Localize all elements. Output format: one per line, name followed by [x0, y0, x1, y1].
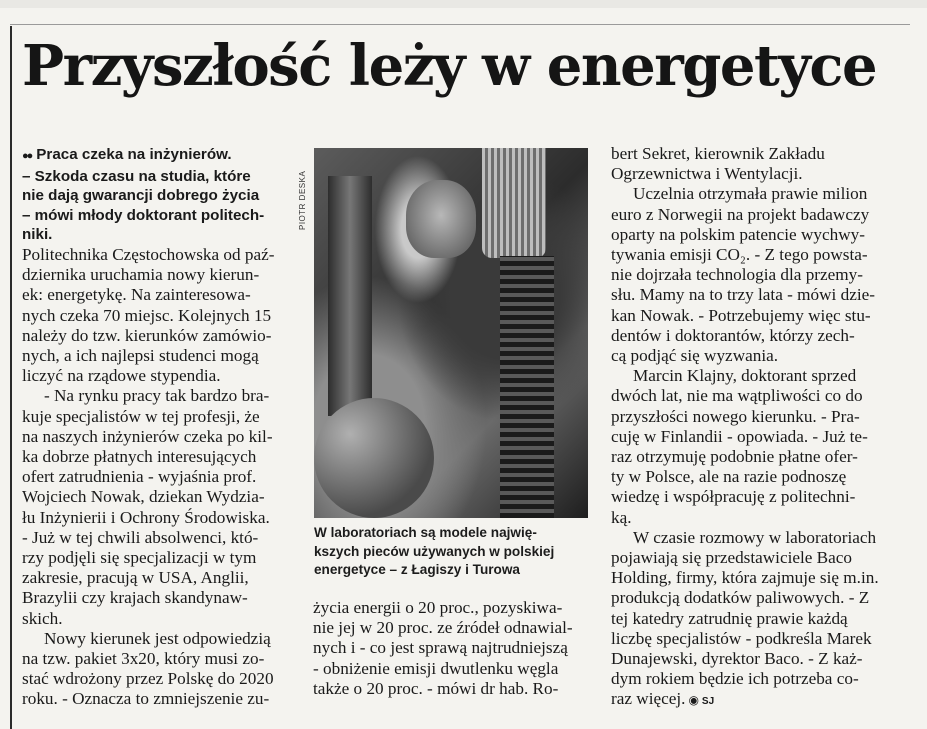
photo-credit: PIOTR DESKA: [298, 170, 307, 230]
text-line: produkcją dodatków paliwowych. - Z: [611, 588, 870, 608]
text-line: ką.: [611, 507, 632, 527]
paragraph: [313, 598, 589, 699]
paragraph: [611, 366, 900, 528]
text-line: Wojciech Nowak, dziekan Wydzia-: [22, 487, 265, 507]
text-line: na tzw. pakiet 3x20, który musi zo-: [22, 649, 265, 669]
text-line: wiedzę i współpracuję z politechni-: [611, 487, 856, 507]
paragraph: [22, 629, 294, 710]
laboratory-photo: [314, 148, 588, 518]
text-line: Politechnika Częstochowska od paź-: [22, 244, 275, 264]
text-line: dziernika uruchamia nowy kierun-: [22, 265, 260, 285]
furnace-pipe-shape: [500, 256, 554, 518]
equipment-shape: [314, 398, 434, 518]
headline: Przyszłość leży w energetyce: [22, 33, 877, 99]
text-line: kuje specjalistów w tej profesji, że: [22, 406, 260, 426]
text-line: kan Nowak. - Potrzebujemy więc stu-: [611, 305, 871, 325]
text-line: - Już w tej chwili absolwenci, któ-: [22, 527, 259, 547]
caption-line: W laboratoriach są modele najwię-: [314, 525, 537, 540]
text-line: Holding, firmy, która zajmuje się m.in.: [611, 568, 879, 588]
text-line: cą podjąć się wyzwania.: [611, 346, 779, 366]
furnace-column-shape: [328, 176, 372, 416]
text-line: ofert zatrudnienia - wyjaśnia prof.: [22, 467, 257, 487]
column-1: [22, 145, 294, 710]
lead-line: niki.: [22, 226, 53, 244]
text-line: raz więcej.: [611, 689, 686, 709]
text-line: dym rokiem będzie ich potrzeba co-: [611, 669, 859, 689]
lead-line: – mówi młody doktorant politech-: [22, 206, 265, 224]
text-line: dentów i doktorantów, którzy zech-: [611, 325, 855, 345]
end-mark-icon: ◉: [688, 693, 699, 708]
text-line: ek: energetykę. Na zainteresowa-: [22, 285, 251, 305]
text-line: nie jej w 20 proc. ze źródeł odnawial-: [313, 618, 573, 638]
text-line: słu. Mamy na to trzy lata - mówi dzie-: [611, 285, 875, 305]
text-line: oparty na polskim patencie wychwy-: [611, 224, 865, 244]
text-line: należy do tzw. kierunków zamówio-: [22, 325, 272, 345]
text-line: euro z Norwegii na projekt badawczy: [611, 204, 870, 224]
text-line: także o 20 proc. - mówi dr hab. Ro-: [313, 678, 559, 698]
text-line: Dunajewski, dyrektor Baco. - Z każ-: [611, 649, 863, 669]
text-line: przyszłości nowego kierunku. - Pra-: [611, 406, 860, 426]
text-line: - obniżenie emisji dwutlenku węgla: [313, 658, 559, 678]
text-line: łu Inżynierii i Ochrony Środowiska.: [22, 507, 270, 527]
text-line: skich.: [22, 608, 63, 628]
text-line: zakresie, pracują w USA, Anglii,: [22, 568, 249, 588]
lead-line: Praca czeka na inżynierów.: [36, 146, 232, 163]
text-line: Uczelnia otrzymała prawie milion: [633, 184, 868, 204]
text-line: życia energii o 20 proc., pozyskiwa-: [313, 598, 563, 617]
text-line: tywania emisji CO₂. - Z tego powsta-: [611, 245, 868, 265]
text-line: Marcin Klajny, doktorant sprzed: [633, 366, 857, 386]
clipping-top-edge: [10, 24, 910, 25]
paragraph: [22, 245, 294, 386]
caption-line: kszych pieców używanych w polskiej: [314, 543, 555, 559]
scan-edge: [0, 0, 927, 8]
text-line: ty w Polsce, ale na razie podnoszę: [611, 467, 847, 487]
column-3: [611, 144, 900, 713]
text-line: liczyć na rządowe stypendia.: [22, 366, 221, 386]
text-line: bert Sekret, kierownik Zakładu: [611, 144, 825, 163]
text-line: na naszych inżynierów czeka po kil-: [22, 426, 273, 446]
text-line: nych i - co jest sprawą najtrudniejszą: [313, 638, 568, 658]
text-line: pojawiają się przedstawiciele Baco: [611, 548, 852, 568]
photo-caption: [314, 524, 586, 580]
text-line: cuję w Finlandii - opowiada. - Już te-: [611, 426, 868, 446]
lead-line: – Szkoda czasu na studia, które: [22, 167, 251, 185]
lead-paragraph: [22, 145, 294, 245]
text-line: tej katedry zatrudnię prawie każdą: [611, 608, 848, 628]
text-line: nie dojrzała technologia dla przemy-: [611, 265, 863, 285]
text-line: Ogrzewnictwa i Wentylacji.: [611, 164, 803, 184]
author-signature: SJ: [701, 696, 715, 708]
text-line: liczbę specjalistów - podkreśla Marek: [611, 628, 872, 648]
paragraph: [22, 386, 294, 628]
text-line: raz otrzymuję podobnie płatne ofer-: [611, 447, 858, 467]
text-line: rzy podjęli się specjalizacji w tym: [22, 548, 257, 568]
text-line: stać wdrożony przez Polskę do 2020: [22, 669, 274, 689]
text-line: Nowy kierunek jest odpowiedzią: [44, 628, 271, 648]
text-line: W czasie rozmowy w laboratoriach: [633, 527, 877, 547]
caption-line: energetyce – z Łagiszy i Turowa: [314, 562, 520, 578]
text-line: roku. - Oznacza to zmniejszenie zu-: [22, 689, 270, 709]
text-line: - Na rynku pracy tak bardzo bra-: [44, 386, 270, 406]
paragraph: [611, 144, 900, 184]
text-line: nych, a ich najlepsi studenci mogą: [22, 345, 259, 365]
person-shape: [406, 180, 476, 258]
furnace-model-shape: [482, 148, 546, 258]
text-line: dwóch lat, nie ma wątpliwości co do: [611, 386, 863, 406]
clipping-left-border: [10, 26, 12, 729]
lead-bullet-icon: ●●: [22, 150, 32, 162]
text-line: Brazylii czy krajach skandynaw-: [22, 588, 248, 608]
paragraph: [611, 528, 900, 713]
lead-line: nie dają gwarancji dobrego życia: [22, 187, 260, 205]
text-line: ka dobrze płatnych interesujących: [22, 447, 257, 466]
text-line: nych czeka 70 miejsc. Kolejnych 15: [22, 305, 272, 325]
paragraph: [611, 184, 900, 366]
column-2: [313, 598, 589, 699]
